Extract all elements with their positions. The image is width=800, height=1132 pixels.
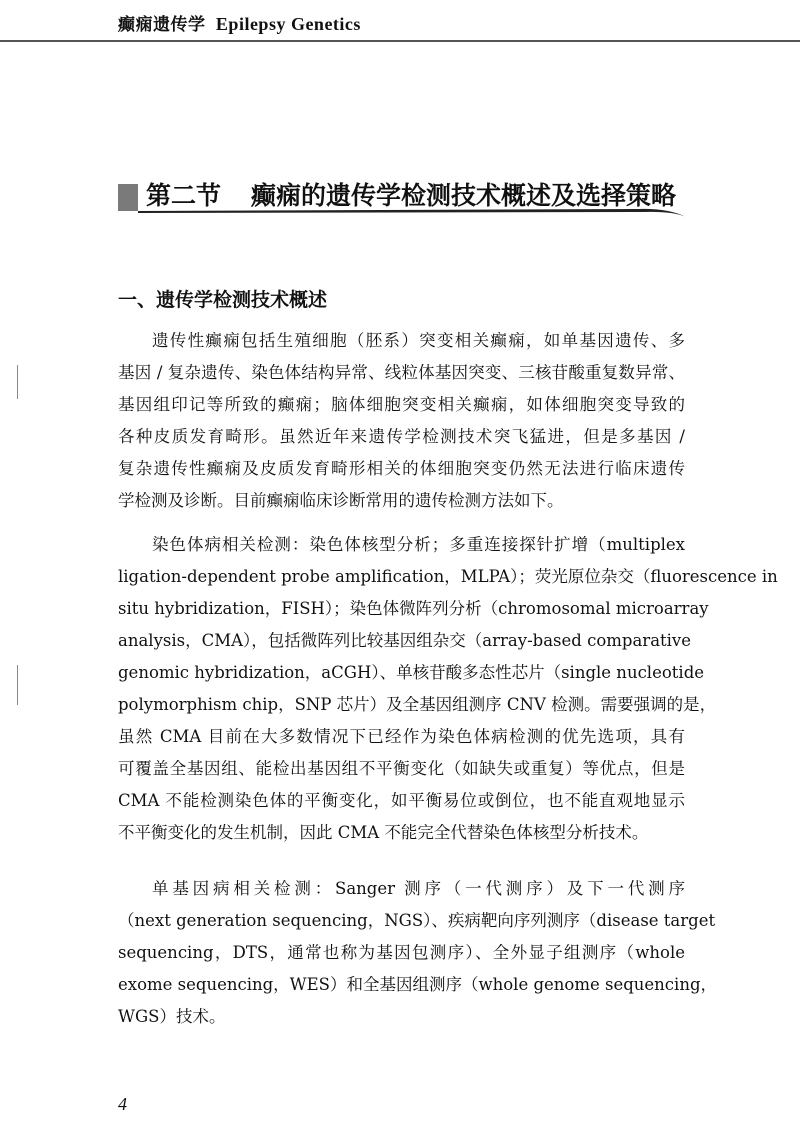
paragraph1-line: 遗传性癫痫包括生殖细胞（胚系）突变相关癫痫，如单基因遗传、多 (152, 331, 685, 350)
paragraph2-line: 虽然 CMA 目前在大多数情况下已经作为染色体病检测的优先选项，具有 (118, 727, 685, 746)
paragraph3-line: 单基因病相关检测：Sanger 测序（一代测序）及下一代测序 (152, 879, 685, 898)
paragraph2-line: 染色体病相关检测：染色体核型分析；多重连接探针扩增（multiplex (152, 535, 685, 554)
header-rule (0, 40, 800, 42)
paragraph1-line: 基因组印记等所致的癫痫；脑体细胞突变相关癫痫，如体细胞突变导致的 (118, 395, 685, 414)
paragraph2-line: situ hybridization，FISH）；染色体微阵列分析（chromosomal microarray (118, 599, 709, 618)
header-title-zh: 癫痫遗传学 (118, 15, 206, 35)
paragraph2-line: ligation-dependent probe amplification，MLPA）；荧光原位杂交（fluorescence in (118, 567, 778, 586)
paragraph2-line: polymorphism chip，SNP 芯片）及全基因组测序 CNV 检测。需要强调的是， (118, 695, 717, 714)
paragraph3-line: exome sequencing，WES）和全基因组测序（whole genome sequencing， (118, 975, 718, 994)
running-header (118, 10, 361, 35)
paragraph1-line: 基因 / 复杂遗传、染色体结构异常、线粒体基因突变、三核苷酸重复数异常、 (118, 363, 685, 382)
section-marker-block (118, 184, 138, 211)
paragraph2-line: genomic hybridization，aCGH）、单核苷酸多态性芯片（single nucleotide (118, 663, 705, 682)
paragraph1-line: 学检测及诊断。目前癫痫临床诊断常用的遗传检测方法如下。 (118, 491, 564, 510)
header-title-en: Epilepsy Genetics (215, 14, 361, 34)
paragraph3-line: WGS）技术。 (118, 1007, 226, 1026)
paragraph3-line: （next generation sequencing，NGS）、疾病靶向序列测序（disease target (118, 911, 716, 930)
subheading: 一、遗传学检测技术概述 (118, 289, 328, 311)
paragraph2-line: 不平衡变化的发生机制，因此 CMA 不能完全代替染色体核型分析技术。 (118, 823, 649, 842)
section-title: 癫痫的遗传学检测技术概述及选择策略 (251, 181, 677, 210)
section-underline-swoosh (138, 200, 688, 220)
section-label: 第二节 (146, 181, 222, 210)
scan-margin-mark (17, 365, 18, 399)
paragraph2-line: 可覆盖全基因组、能检出基因组不平衡变化（如缺失或重复）等优点，但是 (118, 759, 685, 778)
paragraph1-line: 各种皮质发育畸形。虽然近年来遗传学检测技术突飞猛进，但是多基因 / (118, 427, 685, 446)
paragraph3-line: sequencing，DTS，通常也称为基因包测序）、全外显子组测序（whole (118, 943, 685, 962)
paragraph2-line: CMA 不能检测染色体的平衡变化，如平衡易位或倒位，也不能直观地显示 (118, 791, 685, 810)
page-number: 4 (118, 1094, 127, 1114)
scan-margin-mark (17, 665, 18, 705)
paragraph1-line: 复杂遗传性癫痫及皮质发育畸形相关的体细胞突变仍然无法进行临床遗传 (118, 459, 685, 478)
paragraph2-line: analysis，CMA），包括微阵列比较基因组杂交（array-based comparative (118, 631, 692, 650)
